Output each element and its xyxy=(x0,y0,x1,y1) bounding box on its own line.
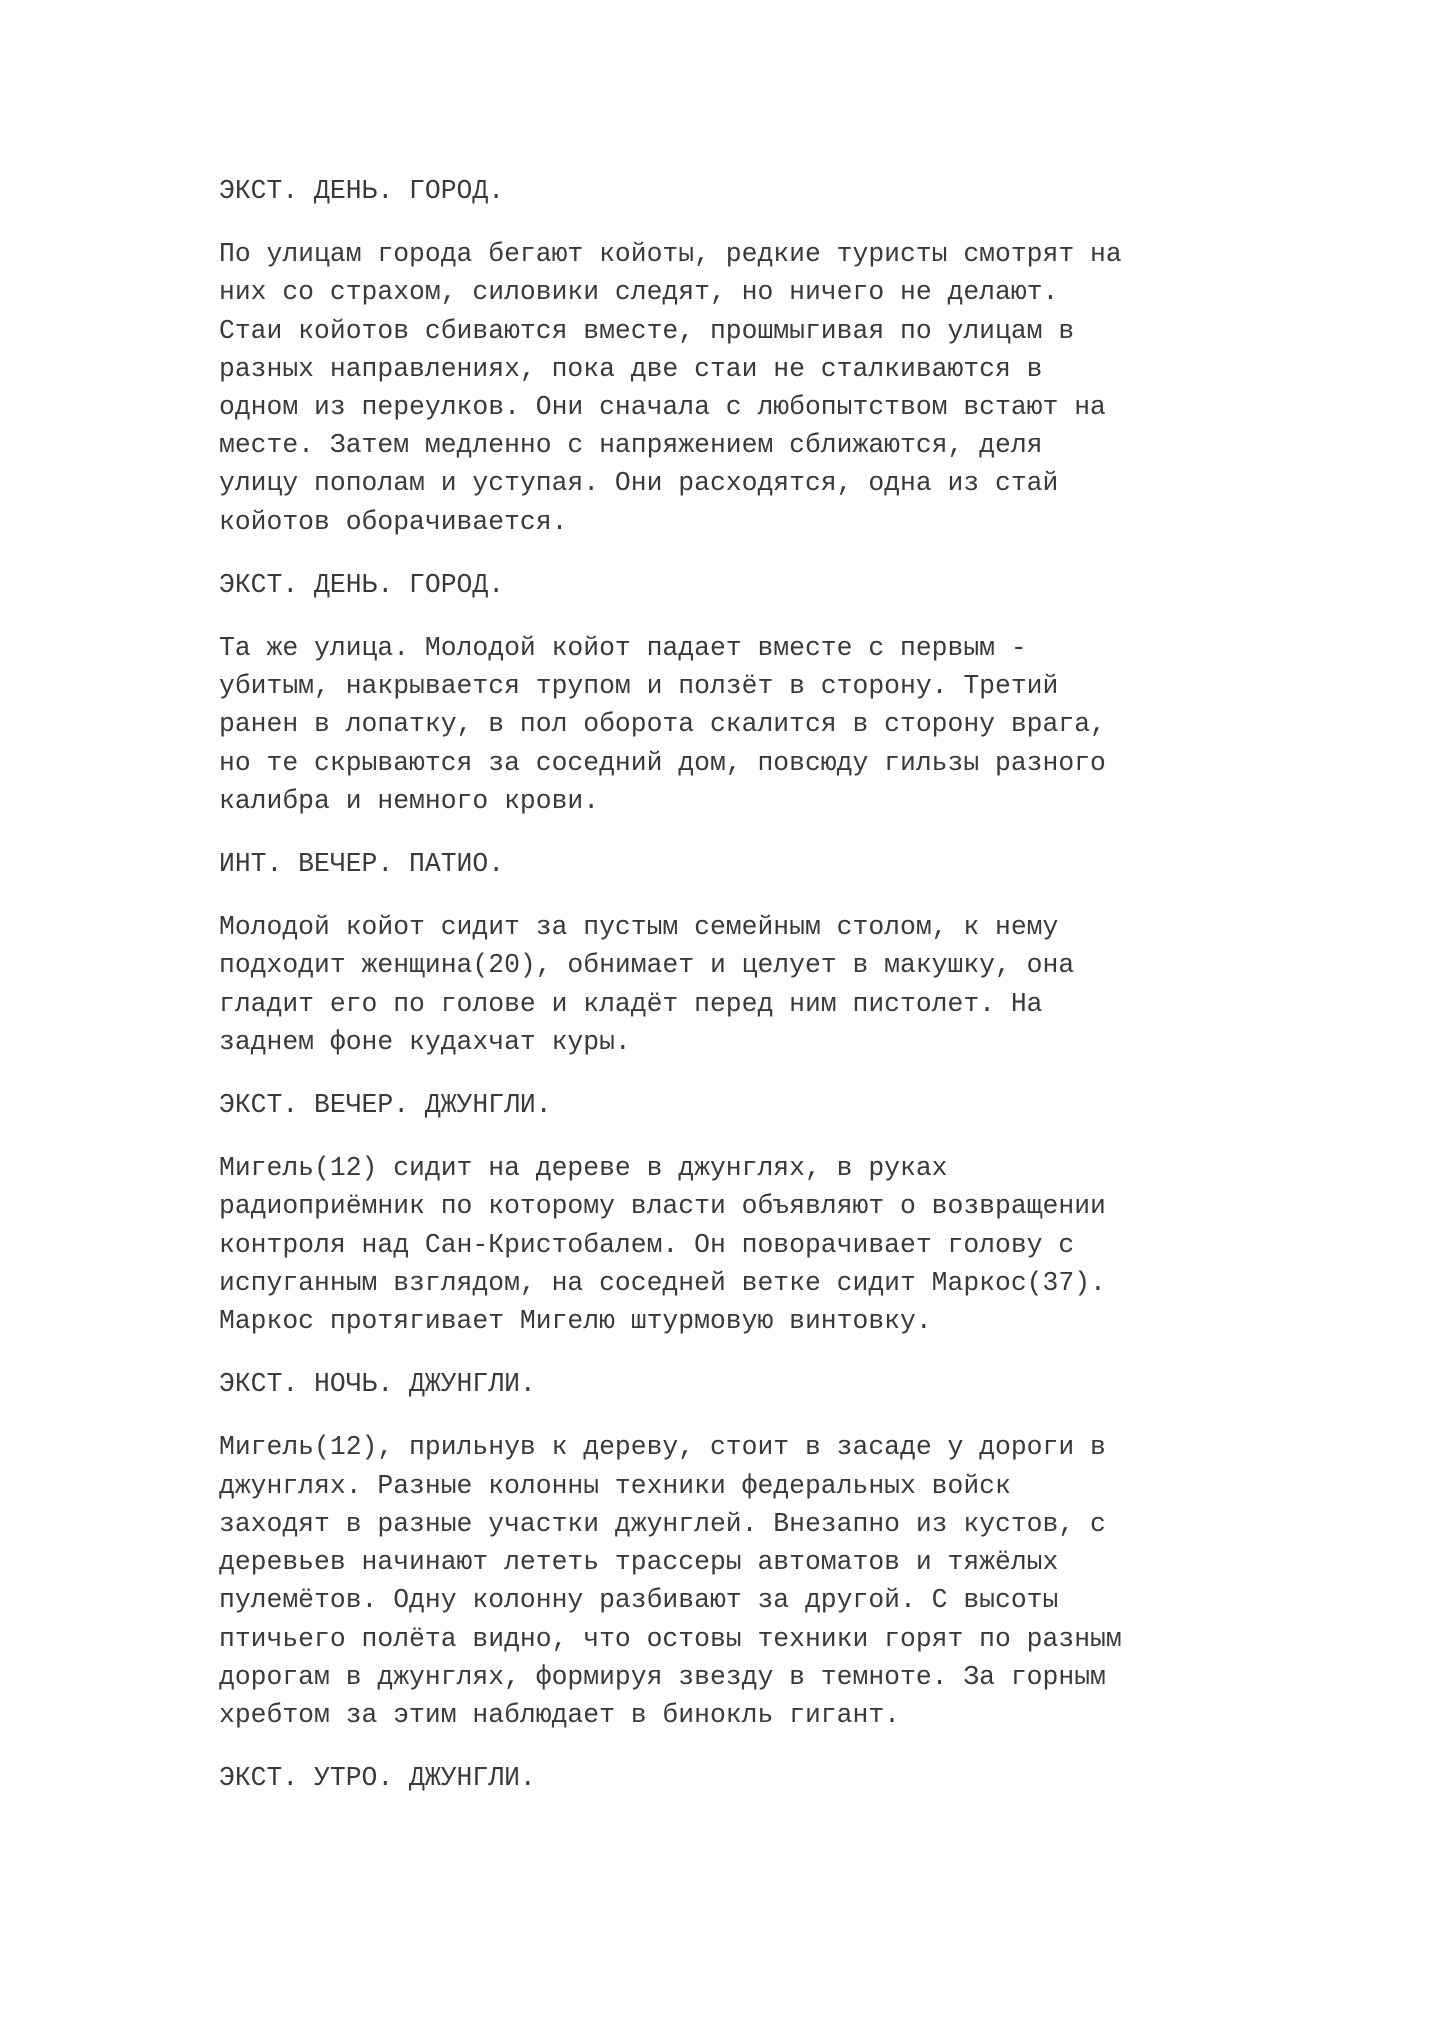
action-line: контроля над Сан-Кристобалем. Он поворачивает голову с xyxy=(219,1229,1075,1260)
action-line: пулемётов. Одну колонну разбивают за другой. С высоты xyxy=(219,1585,1059,1616)
scene-heading: ЭКСТ. УТРО. ДЖУНГЛИ. xyxy=(219,1763,536,1794)
scene-heading: ИНТ. ВЕЧЕР. ПАТИО. xyxy=(219,849,505,880)
action-line: койотов оборачивается. xyxy=(219,506,568,537)
action-line: калибра и немного крови. xyxy=(219,785,600,816)
action-line: испуганным взглядом, на соседней ветке сидит Маркос(37). xyxy=(219,1267,1106,1298)
action-line: радиоприёмник по которому власти объявляют о возвращении xyxy=(219,1191,1106,1222)
scene-action xyxy=(219,1149,1239,1340)
action-line: улицу пополам и уступая. Они расходятся, одна из стай xyxy=(219,468,1059,499)
action-line: Мигель(12) сидит на дереве в джунглях, в руках xyxy=(219,1153,948,1184)
action-line: деревьев начинают лететь трассеры автоматов и тяжёлых xyxy=(219,1547,1059,1578)
action-line: Молодой койот сидит за пустым семейным столом, к нему xyxy=(219,912,1059,943)
action-line: ранен в лопатку, в пол оборота скалится в сторону врага, xyxy=(219,709,1106,740)
action-line: подходит женщина(20), обнимает и целует в макушку, она xyxy=(219,950,1075,981)
action-line: джунглях. Разные колонны техники федеральных войск xyxy=(219,1470,1011,1501)
action-line: птичьего полёта видно, что остовы техники горят по разным xyxy=(219,1623,1122,1654)
action-line: разных направлениях, пока две стаи не сталкиваются в xyxy=(219,353,1043,384)
scene-heading: ЭКСТ. ДЕНЬ. ГОРОД. xyxy=(219,176,505,206)
action-line: Та же улица. Молодой койот падает вместе с первым - xyxy=(219,633,1027,664)
scene-heading: ЭКСТ. ДЕНЬ. ГОРОД. xyxy=(219,569,505,600)
action-line: месте. Затем медленно с напряжением сближаются, деля xyxy=(219,430,1043,461)
action-line: гладит его по голове и кладёт перед ним пистолет. На xyxy=(219,988,1043,1019)
scene-heading: ЭКСТ. ВЕЧЕР. ДЖУНГЛИ. xyxy=(219,1090,552,1121)
scene-action xyxy=(219,1428,1239,1734)
scene-heading: ЭКСТ. НОЧЬ. ДЖУНГЛИ. xyxy=(219,1369,536,1400)
action-line: одном из переулков. Они сначала с любопытством встают на xyxy=(219,392,1106,423)
action-line: но те скрываются за соседний дом, повсюду гильзы разного xyxy=(219,747,1106,778)
action-line: По улицам города бегают койоты, редкие туристы смотрят на xyxy=(219,239,1122,270)
action-line: дорогам в джунглях, формируя звезду в темноте. За горным xyxy=(219,1661,1106,1692)
screenplay-body xyxy=(219,172,1239,1822)
scene-action xyxy=(219,908,1239,1061)
action-line: заходят в разные участки джунглей. Внезапно из кустов, с xyxy=(219,1508,1106,1539)
action-line: хребтом за этим наблюдает в бинокль гигант. xyxy=(219,1699,900,1730)
action-line: них со страхом, силовики следят, но ничего не делают. xyxy=(219,277,1059,308)
scene-action xyxy=(219,629,1239,820)
action-line: Стаи койотов сбиваются вместе, прошмыгивая по улицам в xyxy=(219,315,1075,346)
action-line: Маркос протягивает Мигелю штурмовую винтовку. xyxy=(219,1306,932,1337)
action-line: Мигель(12), прильнув к дереву, стоит в засаде у дороги в xyxy=(219,1432,1106,1463)
action-line: убитым, накрывается трупом и ползёт в сторону. Третий xyxy=(219,671,1059,702)
scene-action xyxy=(219,235,1239,541)
action-line: заднем фоне кудахчат куры. xyxy=(219,1026,631,1057)
